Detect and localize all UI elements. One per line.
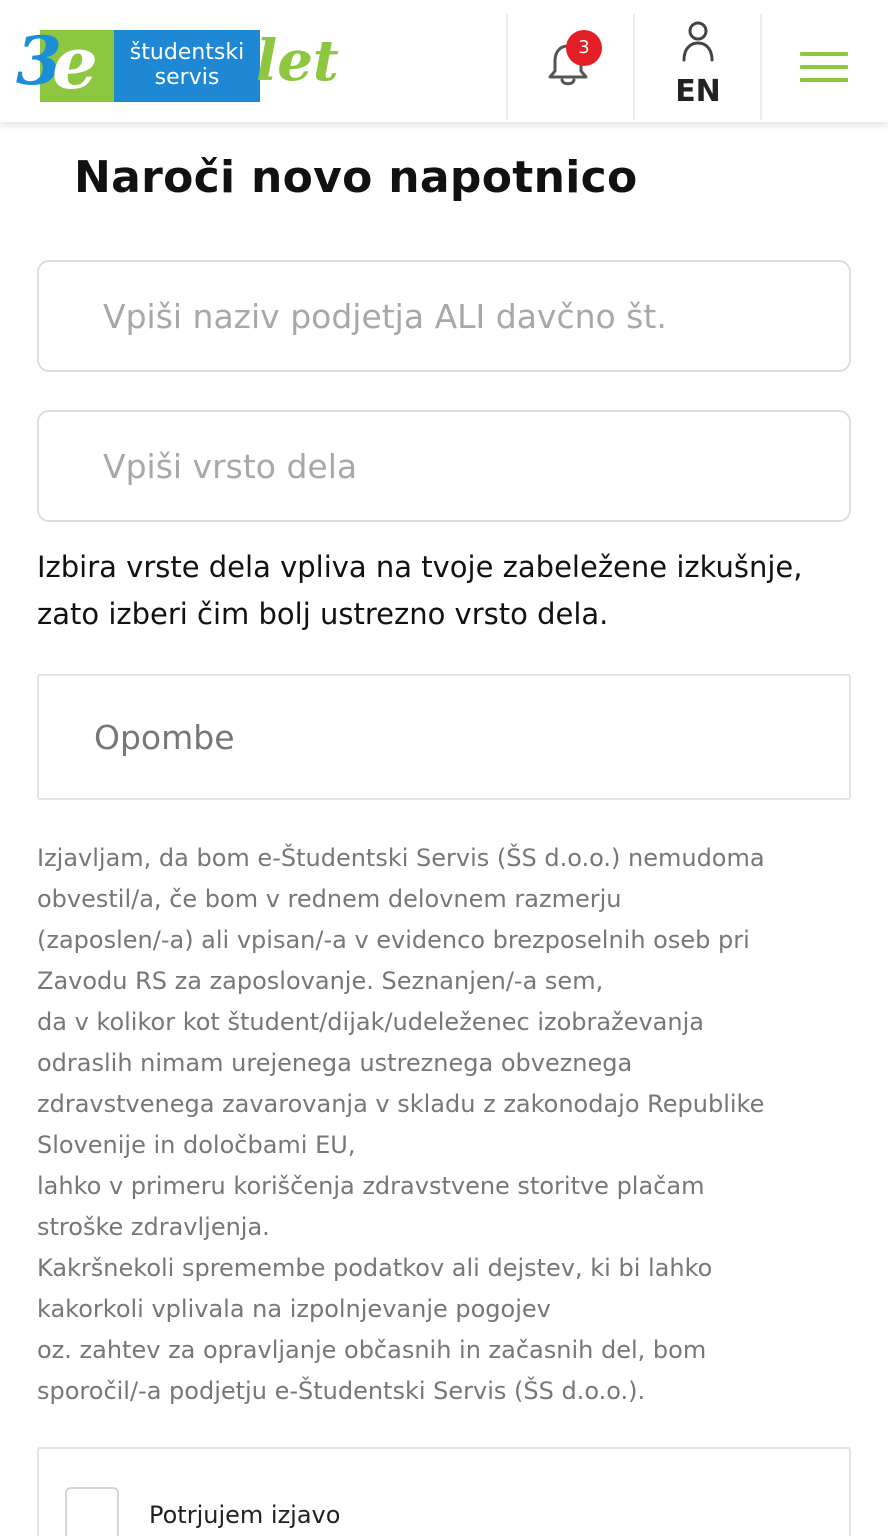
hamburger-menu-icon — [800, 78, 848, 82]
statement-line: obvestil/a, če bom v rednem delovnem razmerju — [37, 885, 622, 913]
statement-line: stroške zdravljenja. — [37, 1213, 270, 1241]
statement-line: sporočil/-a podjetju e-Študentski Servis (ŠS d.o.o.). — [37, 1377, 646, 1405]
notes-textarea[interactable]: Opombe — [37, 674, 851, 800]
statement-line: da v kolikor kot študent/dijak/udeleženec izobraževanja — [37, 1008, 704, 1036]
confirm-statement-row[interactable] — [37, 1447, 851, 1536]
confirm-statement-checkbox[interactable] — [65, 1487, 119, 1536]
hamburger-menu-button[interactable] — [800, 52, 848, 82]
language-label: EN — [675, 74, 721, 109]
app-header — [0, 0, 888, 122]
statement-line: Izjavljam, da bom e-Študentski Servis (ŠS d.o.o.) nemudoma — [37, 844, 765, 872]
statement-line: odraslih nimam urejenega ustreznega obveznega — [37, 1049, 633, 1077]
statement-line: Kakršnekoli spremembe podatkov ali dejstev, ki bi lahko — [37, 1254, 713, 1282]
statement-line: oz. zahtev za opravljanje občasnih in začasnih del, bom — [37, 1336, 707, 1364]
header-divider — [760, 14, 762, 120]
statement-line: Zavodu RS za zaposlovanje. Seznanjen/-a sem, — [37, 967, 604, 995]
statement-line: kakorkoli vplivala na izpolnjevanje pogojev — [37, 1295, 551, 1323]
statement-text — [37, 838, 857, 1412]
hamburger-menu-icon — [800, 65, 848, 69]
account-language-button[interactable] — [635, 0, 761, 122]
page-title: Naroči novo napotnico — [74, 152, 638, 203]
statement-line: (zaposlen/-a) ali vpisan/-a v evidenco brezposelnih oseb pri — [37, 926, 750, 954]
notifications-button[interactable] — [508, 0, 634, 122]
notification-count-badge: 3 — [566, 30, 602, 66]
work-type-hint: Izbira vrste dela vpliva na tvoje zabeležene izkušnje, zato izberi čim bolj ustrezno vrsto dela. — [37, 550, 803, 631]
logo-brand-block — [114, 30, 260, 102]
statement-line: lahko v primeru koriščenja zdravstvene storitve plačam — [37, 1172, 705, 1200]
work-type-input[interactable]: Vpiši vrsto dela — [37, 410, 851, 522]
confirm-statement-label[interactable]: Potrjujem izjavo — [149, 1501, 341, 1529]
hamburger-menu-icon — [800, 52, 848, 56]
logo-suffix: let — [256, 28, 339, 94]
logo-number: 3 — [16, 22, 62, 100]
company-input[interactable]: Vpiši naziv podjetja ALI davčno št. — [37, 260, 851, 372]
studentski-servis-logo[interactable] — [16, 20, 346, 108]
statement-line: Slovenije in določbami EU, — [37, 1131, 356, 1159]
logo-brand-line2: servis — [154, 65, 220, 90]
statement-line: zdravstvenega zavarovanja v skladu z zakonodajo Republike — [37, 1090, 765, 1118]
logo-brand-line1: študentski — [129, 40, 245, 65]
logo-letter: e — [52, 20, 98, 105]
user-icon — [681, 20, 715, 62]
